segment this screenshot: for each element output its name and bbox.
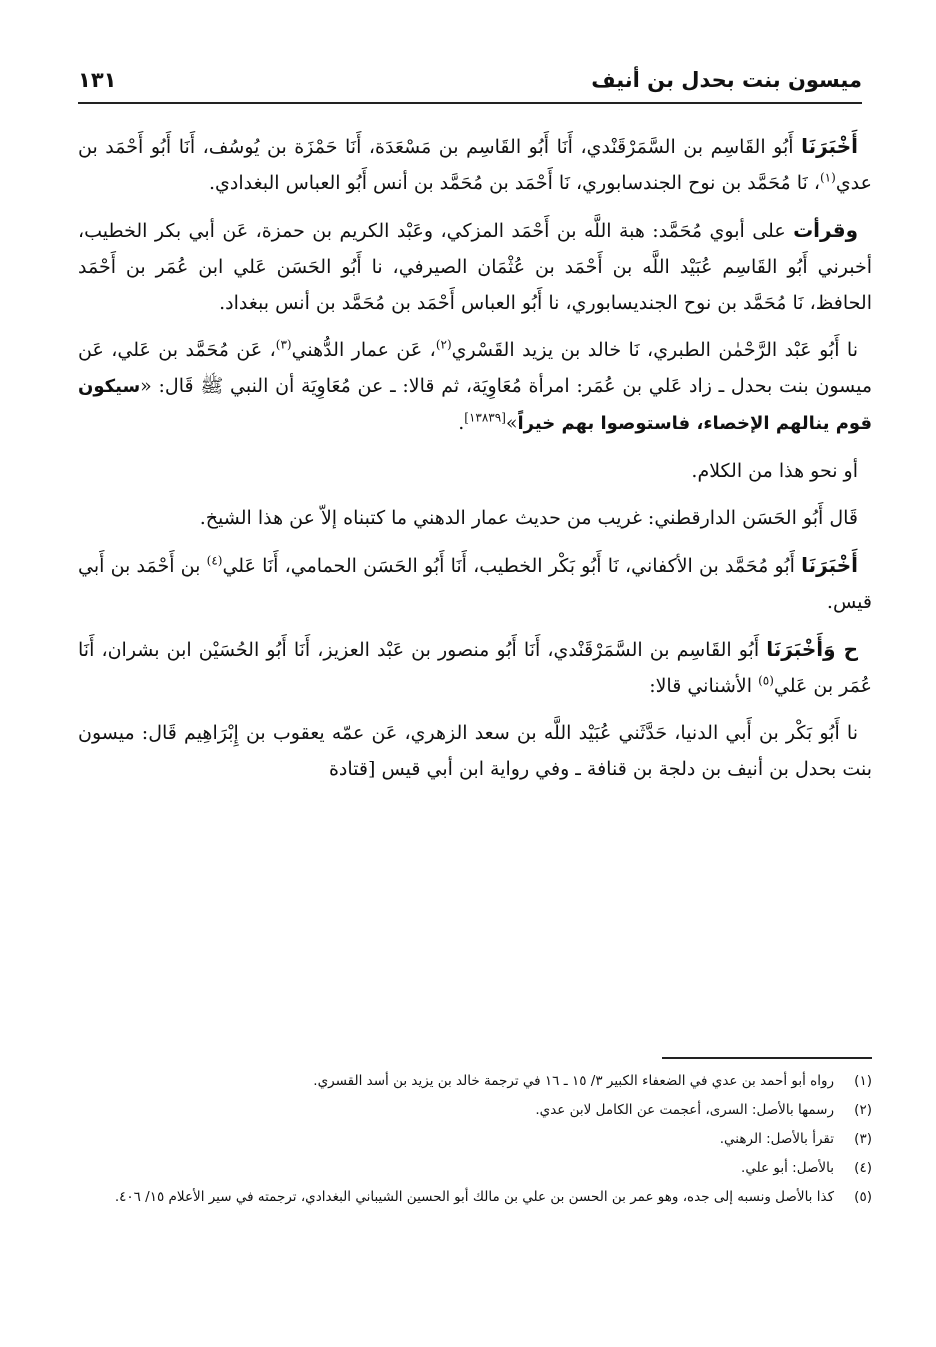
isnad-lead: ح وَأَخْبَرَنَا	[766, 637, 858, 661]
footnote-divider	[662, 1057, 872, 1059]
paragraph-5	[78, 500, 872, 536]
paragraph-text: أَبُو القَاسِم بن السَّمَرْقَنْدي، أَنَا أَبُو منصور بن عَبْد العزيز، أَنَا أَبُو الحُسَيْن ابن بشران، أَنَا عُمَر بن عَلي	[78, 639, 872, 697]
isnad-lead: وقرأت	[793, 218, 858, 242]
paragraph-text: »	[505, 412, 518, 434]
footnotes	[78, 1068, 872, 1213]
paragraph-text: ، عَن عمار الدُّهني	[291, 339, 436, 361]
footnote-number: (٢)	[854, 1102, 872, 1118]
paragraph-text: أَبُو القَاسِم بن السَّمَرْقَنْدي، أَنَا أَبُو القَاسِم بن مَسْعَدَة، أَنَا حَمْزَة بن يُوسُف، أَنَا أَبُو أَحْمَد بن عدي	[78, 136, 872, 194]
hadith-reference: [١٣٨٣٩]	[464, 410, 506, 425]
footnote-marker: (٣)	[275, 337, 292, 352]
paragraph-text: ، عَن مُحَمَّد بن عَلي، عَن ميسون بنت بحدل ـ زاد عَلي بن عُمَر: امرأة مُعَاوِيَة، ثم قالا: ـ عن مُعَاوِيَة أن النبي ﷺ قَال: «	[78, 339, 872, 397]
paragraph-text: .	[458, 412, 465, 434]
paragraph-text: نا أَبُو بَكْر بن أَبي الدنيا، حَدَّثَني عُبَيْد اللَّه بن سعد الزهري، عَن عمّه يعقوب بن إِبْرَاهِيم قَال: ميسون بنت بحدل بن أنيف بن دلجة بن قنافة ـ وفي رواية ابن أبي قيس [قتادة	[78, 722, 872, 780]
paragraph-6	[78, 547, 872, 620]
footnote-marker: (٢)	[435, 337, 452, 352]
footnote-text: كذا بالأصل ونسبه إلى جده، وهو عمر بن الحسن بن علي بن مالك أبو الحسين الشيباني البغدادي، ترجمته في سير الأعلام ١٥/ ٤٠٦.	[114, 1189, 834, 1205]
paragraph-text: ، نَا مُحَمَّد بن نوح الجندسابوري، نَا أَحْمَد بن مُحَمَّد بن أنس أَبُو العباس البغدادي.	[208, 172, 820, 194]
paragraph-2	[78, 212, 872, 321]
footnote-number: (٥)	[854, 1189, 872, 1205]
footnote-number: (١)	[854, 1073, 872, 1089]
footnote-text: رسمها بالأصل: السرى، أعجمت عن الكامل لابن عدي.	[535, 1102, 834, 1118]
footnote-item	[78, 1155, 872, 1181]
paragraph-1	[78, 128, 872, 201]
isnad-lead: أَخْبَرَنَا	[801, 553, 859, 577]
paragraph-text: على أبوي مُحَمَّد: هبة اللَّه بن أَحْمَد المزكي، وعَبْد الكريم بن حمزة، عَن أبي بكر الخطيب، أخبرني أَبُو القَاسِم عُبَيْد اللَّه بن أَحْمَد بن عُثْمَان الصيرفي، نا أَبُو الحَسَن عَلي ابن عُمَر بن أَحْمَد الحافظ، نَا مُحَمَّد بن نوح الجنديسابوري، نا أَبُو العباس أَحْمَد بن مُحَمَّد بن أنس ببغداد.	[78, 220, 872, 314]
running-title: ميسون بنت بحدل بن أنيف	[591, 68, 862, 92]
paragraph-8	[78, 715, 872, 787]
footnote-number: (٣)	[854, 1131, 872, 1147]
hadith-text: سيكون قوم ينالهم الإخصاء، فاستوصوا بهم خيراً	[78, 376, 872, 434]
page-header	[78, 64, 862, 104]
footnote-number: (٤)	[854, 1160, 872, 1176]
footnote-marker: (٥)	[758, 673, 774, 688]
paragraph-text: أَبُو مُحَمَّد بن الأكفاني، نَا أَبُو بَكْر الخطيب، أَنَا أَبُو الحَسَن الحمامي، أَنَا عَلي	[222, 555, 802, 577]
footnote-item	[78, 1184, 872, 1210]
paragraph-text: أو نحو هذا من الكلام.	[691, 460, 858, 482]
footnote-text: بالأصل: أبو علي.	[741, 1160, 834, 1176]
isnad-lead: أَخْبَرَنَا	[801, 134, 858, 158]
footnote-text: رواه أبو أحمد بن عدي في الضعفاء الكبير ٣/ ١٥ ـ ١٦ في ترجمة خالد بن يزيد بن أسد القسري.	[313, 1073, 834, 1089]
paragraph-4	[78, 453, 872, 489]
page-number: ١٣١	[78, 68, 117, 92]
footnote-text: تقرأ بالأصل: الرهني.	[719, 1131, 834, 1147]
paragraph-text: نا أَبُو عَبْد الرَّحْمٰن الطبري، نَا خالد بن يزيد القَسْري	[451, 339, 858, 361]
footnote-item	[78, 1097, 872, 1123]
paragraph-text: بن أَحْمَد بن أَبي قيس.	[78, 555, 872, 613]
footnote-marker: (٤)	[206, 553, 223, 568]
paragraph-3	[78, 332, 872, 442]
footnote-item	[78, 1126, 872, 1152]
paragraph-text: قَال أَبُو الحَسَن الدارقطني: غريب من حديث عمار الدهني ما كتبناه إلاّ عن هذا الشيخ.	[199, 507, 858, 529]
main-text	[78, 128, 872, 798]
paragraph-7	[78, 631, 872, 704]
footnote-item	[78, 1068, 872, 1094]
paragraph-text: الأشناني قالا:	[649, 675, 759, 697]
footnote-marker: (١)	[819, 170, 836, 185]
